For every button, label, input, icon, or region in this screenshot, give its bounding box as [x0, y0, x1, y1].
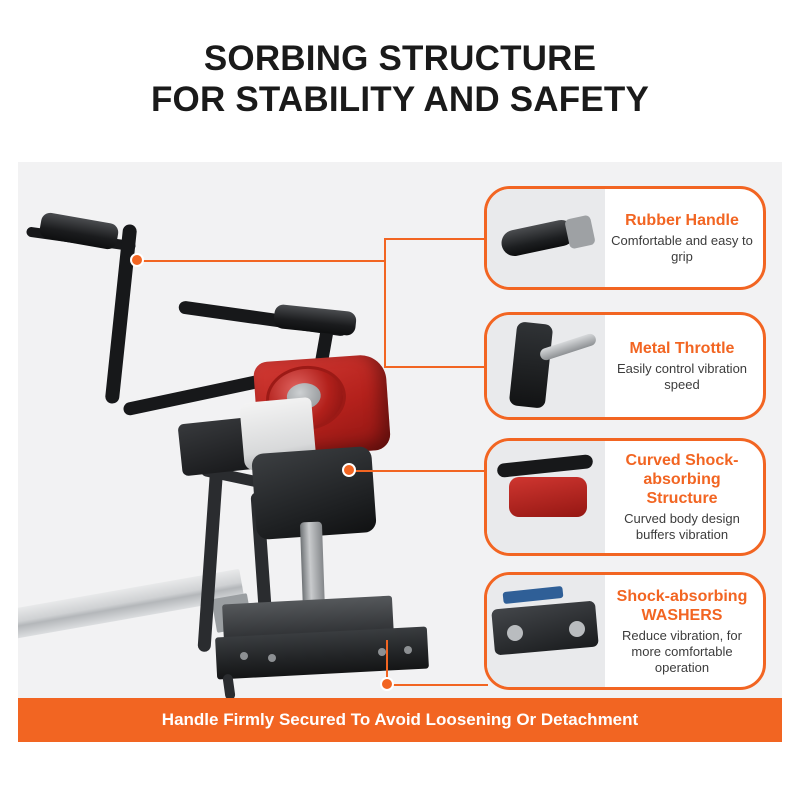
product-photo-panel	[18, 162, 782, 708]
footer-banner-text: Handle Firmly Secured To Avoid Loosening Or Detachment	[161, 710, 639, 729]
curved-structure-photo	[487, 441, 605, 553]
product-image	[18, 162, 488, 708]
throttle-body-art	[509, 321, 554, 408]
metal-throttle-photo	[487, 315, 605, 417]
page-title	[0, 38, 800, 120]
base-bolt	[240, 652, 248, 660]
callout-curved-structure-text	[605, 445, 763, 549]
base-bolt	[404, 646, 412, 654]
left-rubber-grip	[38, 211, 119, 250]
washer-bolt-art	[507, 625, 523, 641]
callout-curved-structure[interactable]	[484, 438, 766, 556]
washer-blue-label-art	[503, 586, 564, 604]
footer-banner	[18, 698, 782, 742]
hotspot-dot-washers[interactable]	[380, 677, 394, 691]
callout-metal-throttle-text	[605, 333, 763, 399]
callout-washers-text	[605, 581, 763, 682]
connector-line-throttle-h	[384, 366, 488, 368]
callout-title: Curved Shock-absorbing Structure	[625, 452, 739, 507]
callout-description: Reduce vibration, for more comfortable operation	[622, 627, 742, 675]
page-title-line-1: SORBING STRUCTURE	[203, 39, 597, 78]
hotspot-dot-rubber-handle[interactable]	[130, 253, 144, 267]
rubber-handle-photo	[487, 189, 605, 287]
callout-title: Metal Throttle	[629, 340, 735, 357]
rubber-grip-mount-art	[564, 215, 596, 250]
callout-metal-throttle[interactable]	[484, 312, 766, 420]
curved-frame-art	[497, 454, 594, 478]
connector-line-throttle-v	[384, 260, 386, 366]
hotspot-dot-curved-structure[interactable]	[342, 463, 356, 477]
callout-title: Shock-absorbing WASHERS	[616, 587, 748, 624]
connector-line-handle-top	[384, 238, 488, 240]
page-title-line-2: FOR STABILITY AND SAFETY	[150, 80, 650, 119]
connector-line-washers-h	[386, 684, 488, 686]
right-rubber-grip	[273, 304, 357, 336]
connector-line-handle-h	[136, 260, 386, 262]
callout-washers[interactable]	[484, 572, 766, 690]
washers-photo	[487, 575, 605, 687]
connector-line-handle-v	[384, 238, 386, 262]
callout-description: Easily control vibration speed	[616, 361, 748, 392]
callout-rubber-handle[interactable]	[484, 186, 766, 290]
curved-engine-art	[509, 477, 587, 517]
callout-title: Rubber Handle	[625, 212, 739, 229]
frame-tube-left-vertical	[105, 224, 138, 404]
callout-description: Comfortable and easy to grip	[611, 233, 753, 264]
base-bolt	[268, 654, 276, 662]
base-bolt	[378, 648, 386, 656]
connector-line-curved	[348, 470, 488, 472]
callout-rubber-handle-text	[605, 205, 763, 271]
washer-bolt-art	[569, 621, 585, 637]
callout-description: Curved body design buffers vibration	[624, 511, 740, 542]
